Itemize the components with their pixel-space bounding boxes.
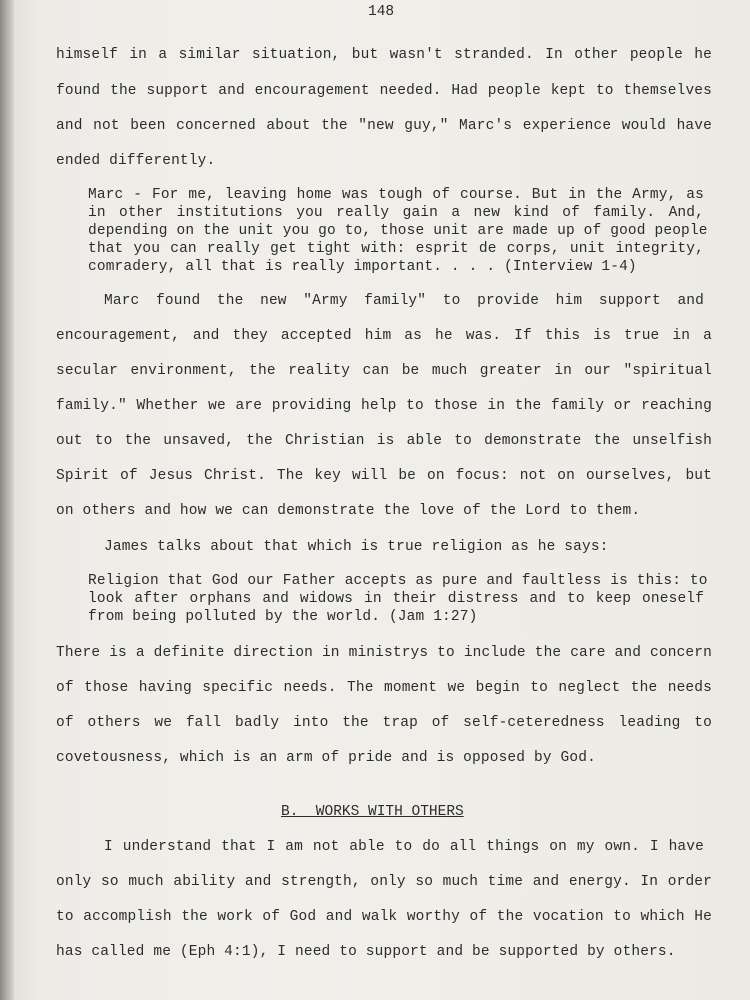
quote-2-line-1: Religion that God our Father accepts as pure and faultless is this: to	[88, 573, 708, 589]
paragraph-2-line-5: out to the unsaved, the Christian is able to demonstrate the unselfish	[56, 433, 712, 449]
paragraph-2-line-2: encouragement, and they accepted him as he was. If this is true in a	[56, 328, 712, 344]
quote-1-line-4: that you can really get tight with: esprit de corps, unit integrity,	[88, 241, 704, 257]
paragraph-1-line-4: ended differently.	[56, 153, 216, 169]
paragraph-4-line-1: There is a definite direction in ministrys to include the care and concern	[56, 645, 712, 661]
paragraph-2-line-4: family." Whether we are providing help to those in the family or reaching	[56, 398, 712, 414]
paragraph-4-line-2: of those having specific needs. The moment we begin to neglect the needs	[56, 680, 712, 696]
quote-1-line-2: in other institutions you really gain a new kind of family. And,	[88, 205, 704, 221]
quote-2-line-3: from being polluted by the world. (Jam 1:27)	[88, 609, 478, 625]
paragraph-5-line-2: only so much ability and strength, only so much time and energy. In order	[56, 874, 712, 890]
paragraph-2-line-7: on others and how we can demonstrate the love of the Lord to them.	[56, 503, 641, 519]
paragraph-4-line-3: of others we fall badly into the trap of self-ceteredness leading to	[56, 715, 712, 731]
paragraph-1-line-1: himself in a similar situation, but wasn't stranded. In other people he	[56, 47, 712, 63]
paragraph-2-line-3: secular environment, the reality can be much greater in our "spiritual	[56, 363, 712, 379]
paragraph-4-line-4: covetousness, which is an arm of pride and is opposed by God.	[56, 750, 596, 766]
quote-1-line-3: depending on the unit you go to, those unit are made up of good people	[88, 223, 708, 239]
paragraph-5-line-1: I understand that I am not able to do all things on my own. I have	[104, 839, 704, 855]
paragraph-5-line-4: has called me (Eph 4:1), I need to support and be supported by others.	[56, 944, 676, 960]
page-number: 148	[368, 4, 395, 20]
paragraph-2-line-1: Marc found the new "Army family" to provide him support and	[104, 293, 704, 309]
paragraph-5-line-3: to accomplish the work of God and walk worthy of the vocation to which He	[56, 909, 712, 925]
quote-1-line-1: Marc - For me, leaving home was tough of course. But in the Army, as	[88, 187, 704, 203]
quote-2-line-2: look after orphans and widows in their distress and to keep oneself	[88, 591, 704, 607]
page-binding-edge	[0, 0, 14, 1000]
section-heading: B. WORKS WITH OTHERS	[281, 804, 464, 820]
paragraph-3: James talks about that which is true religion as he says:	[104, 539, 609, 555]
quote-1-line-5: comradery, all that is really important. . . . (Interview 1-4)	[88, 259, 637, 275]
paragraph-1-line-3: and not been concerned about the "new guy," Marc's experience would have	[56, 118, 712, 134]
paragraph-2-line-6: Spirit of Jesus Christ. The key will be on focus: not on ourselves, but	[56, 468, 712, 484]
paragraph-1-line-2: found the support and encouragement needed. Had people kept to themselves	[56, 83, 712, 99]
